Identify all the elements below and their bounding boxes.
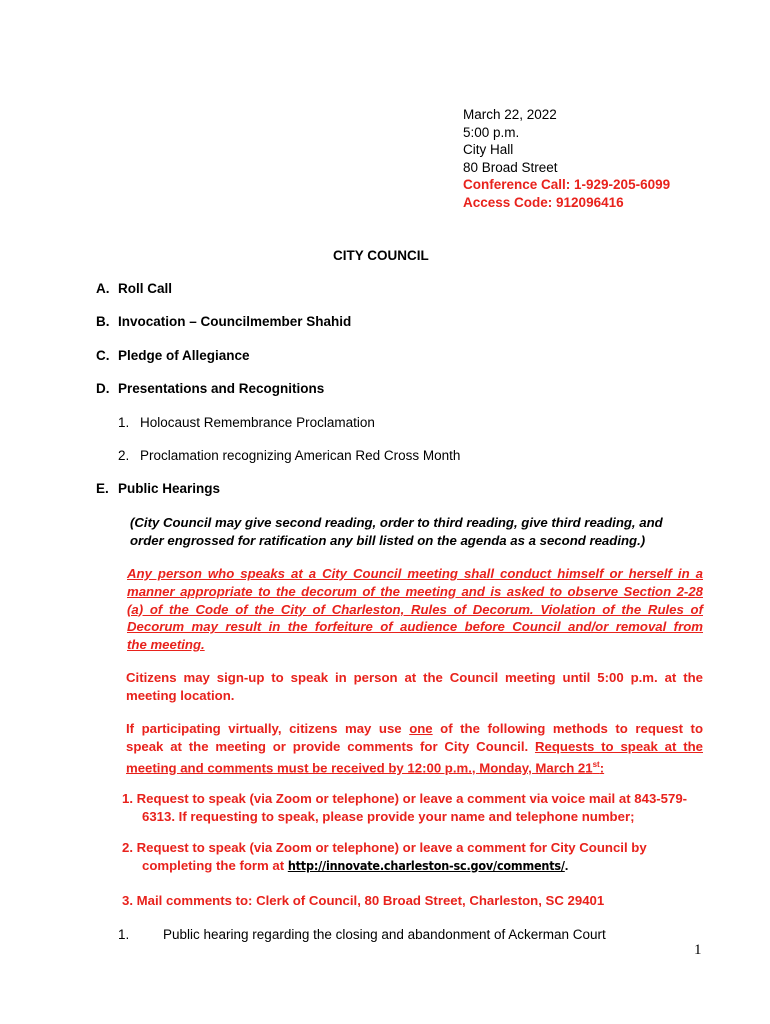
item-number: 1. [118,927,130,942]
section-pledge [96,348,250,363]
meeting-venue: City Hall [463,142,514,157]
method-text: . [564,857,569,873]
section-label: Roll Call [118,281,173,296]
presentation-item [118,448,460,463]
meeting-address: 80 Broad Street [463,159,558,175]
hearing-item [118,927,606,942]
virtual-line [126,738,703,756]
section-letter: D. [96,381,110,396]
presentation-item [118,415,375,430]
warning-line: manner appropriate to the decorum of the meeting and is asked to observe Section 2-28 [127,583,703,599]
citizens-line: Citizens may sign-up to speak in person at the Council meeting until 5:00 p.m. at the [126,670,703,685]
virtual-text: speak at the meeting or provide comments for City Council. [126,738,535,754]
section-label: Pledge of Allegiance [118,348,250,363]
page-title: CITY COUNCIL [333,248,429,263]
meeting-date: March 22, 2022 [463,107,557,122]
deadline-text: meeting and comments must be received by 12:00 p.m., Monday, March 21 [126,759,593,775]
section-letter: B. [96,314,110,329]
item-text: Public hearing regarding the closing and abandonment of Ackerman Court [163,927,606,942]
warning-line: (a) of the Code of the City of Charleston, Rules of Decorum. Violation of the Rules of [127,601,703,617]
conference-call: Conference Call: 1-929-205-6099 [463,177,671,192]
meeting-time: 5:00 p.m. [463,124,520,140]
section-public-hearings [96,481,220,496]
section-label: Public Hearings [118,481,221,496]
meeting-info [463,106,670,211]
virtual-participation [126,720,703,777]
note-line: (City Council may give second reading, order to third reading, give third reading, and [130,515,663,530]
note-line: order engrossed for ratification any bill listed on the agenda as a second reading.) [130,532,646,548]
method-line: 2. Request to speak (via Zoom or telephone) or leave a comment for City Council by [122,840,647,855]
section-letter: C. [96,348,110,363]
section-letter: A. [96,281,110,296]
virtual-line [126,756,703,777]
method-online-form [122,839,647,875]
virtual-text: of the following methods to request to [432,721,703,736]
warning-line: the meeting. [127,637,205,653]
section-label: Invocation – Councilmember Shahid [118,314,352,329]
reading-note [130,514,705,550]
method-text: completing the form at [142,857,288,873]
section-invocation [96,314,351,329]
section-presentations [96,381,324,396]
method-line: 1. Request to speak (via Zoom or telephone) or leave a comment via voice mail at 843-579- [122,791,688,806]
access-code: Access Code: 912096416 [463,194,624,210]
decorum-warning [127,565,703,654]
method-line: 6313. If requesting to speak, please provide your name and telephone number; [142,808,635,824]
method-voicemail [122,790,687,826]
item-number: 1. [118,415,130,430]
page-number: 1 [694,942,702,958]
method-mail [122,892,604,910]
warning-line: Any person who speaks at a City Council meeting shall conduct himself or herself in a [127,566,703,581]
section-label: Presentations and Recognitions [118,381,325,396]
comments-form-link[interactable]: http://innovate.charleston-sc.gov/comments/ [287,857,565,873]
citizens-line: meeting location. [126,687,235,703]
deadline-text: Requests to speak at the [534,738,703,754]
section-roll-call [96,281,172,296]
deadline-text: : [599,759,605,775]
in-person-signup [126,669,703,705]
virtual-line [126,720,703,738]
method-line [122,857,647,875]
method-line: 3. Mail comments to: Clerk of Council, 80 Broad Street, Charleston, SC 29401 [122,893,605,908]
item-text: Proclamation recognizing American Red Cross Month [140,448,461,463]
warning-line: Decorum may result in the forfeiture of audience before Council and/or removal from [127,619,703,635]
ordinal-suffix: st [592,759,600,769]
item-text: Holocaust Remembrance Proclamation [140,415,375,430]
virtual-text: If participating virtually, citizens may use [126,721,410,736]
item-number: 2. [118,448,130,463]
virtual-emphasis: one [409,721,433,736]
section-letter: E. [96,481,109,496]
